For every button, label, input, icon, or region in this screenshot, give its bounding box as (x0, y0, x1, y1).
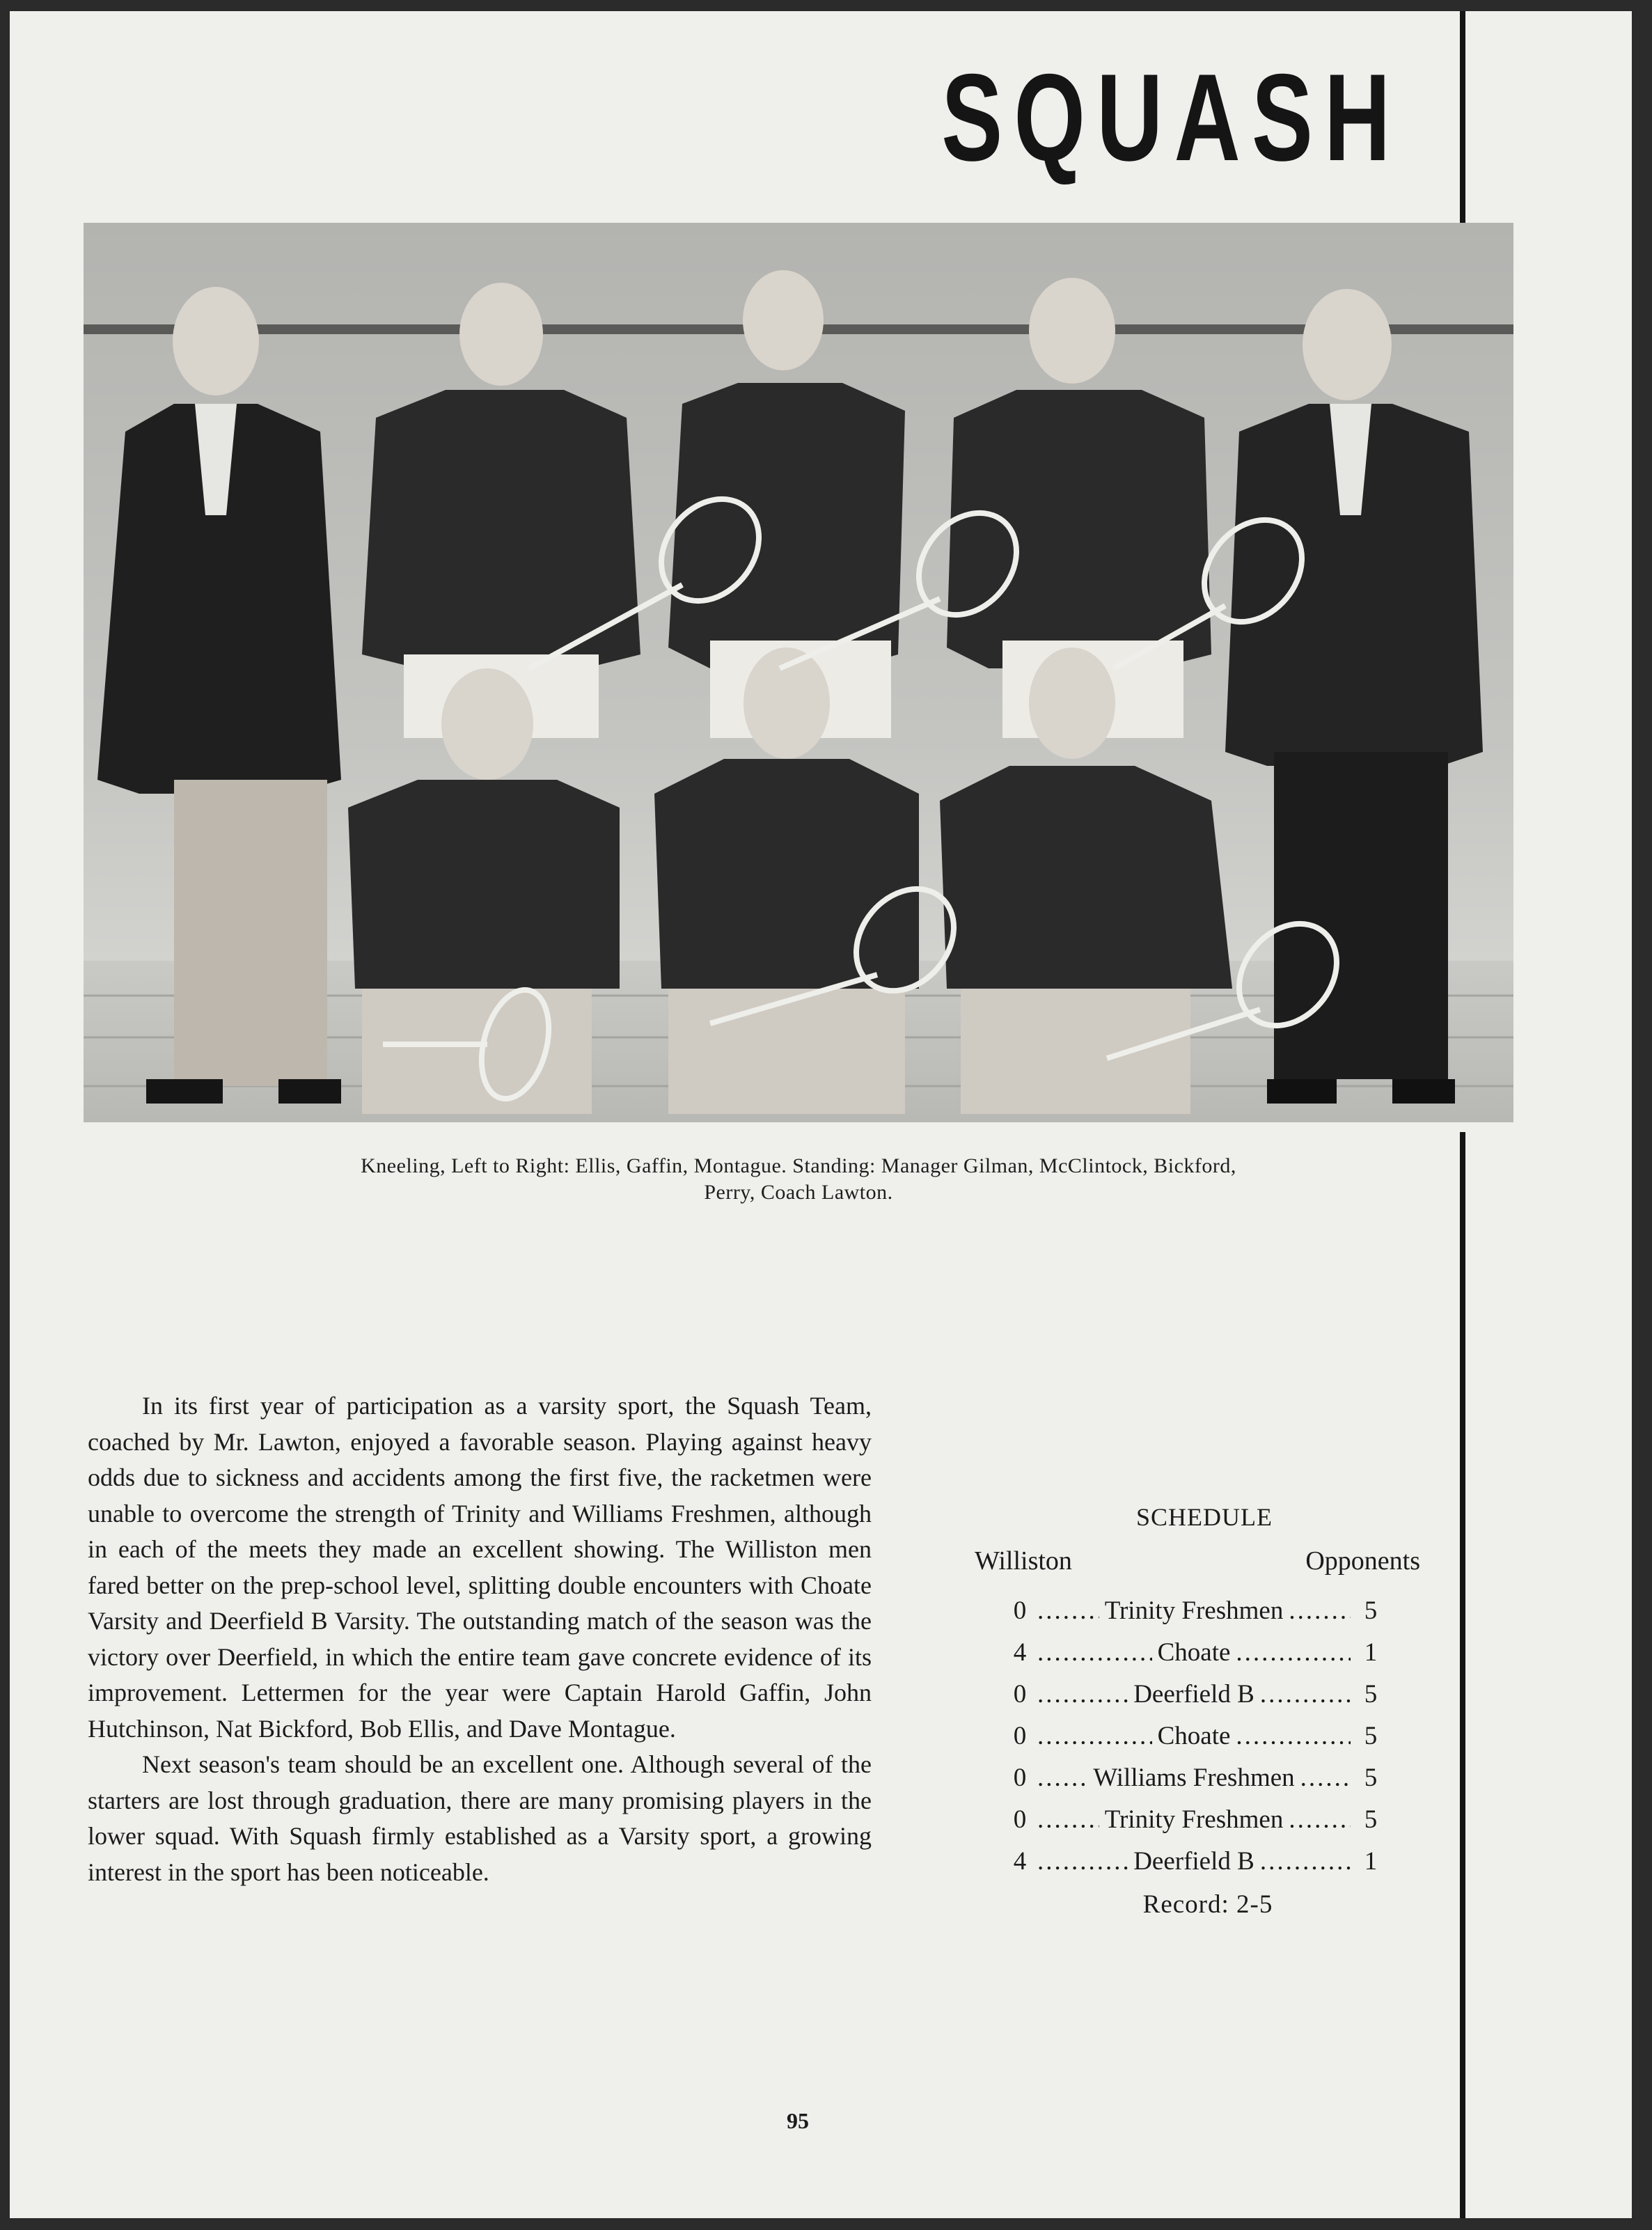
opponent-name: Deerfield B (1133, 1680, 1254, 1709)
opponent-score: 5 (1364, 1596, 1378, 1625)
vertical-rule-top (1460, 11, 1465, 223)
column-opponents: Opponents (1305, 1546, 1420, 1576)
opponent-score: 1 (1364, 1638, 1378, 1667)
williston-score: 0 (1013, 1680, 1027, 1709)
page-title: SQUASH (941, 48, 1402, 187)
williston-score: 0 (1013, 1596, 1027, 1625)
schedule-row (975, 1674, 1420, 1715)
opponent-name: Trinity Freshmen (1104, 1805, 1284, 1834)
column-williston: Williston (975, 1546, 1072, 1576)
opponent-name: Deerfield B (1133, 1847, 1254, 1876)
opponent-name: Choate (1157, 1722, 1231, 1750)
williston-score: 4 (1013, 1847, 1027, 1876)
opponent-name: Trinity Freshmen (1104, 1596, 1284, 1625)
caption-line-2: Perry, Coach Lawton. (704, 1181, 893, 1204)
vertical-rule-bottom (1460, 1132, 1465, 2218)
opponent-name: Williams Freshmen (1093, 1764, 1295, 1792)
yearbook-page (10, 11, 1632, 2218)
schedule-row (975, 1757, 1420, 1799)
opponent-name: Choate (1157, 1638, 1231, 1667)
article-paragraph-2: Next season's team should be an excellent one. Although several of the starters are lost through graduation, there are many promising players in the lower squad. With Squash firmly established as a Varsity sport, a growing interest in the sport has been noticeable. (88, 1750, 872, 1886)
williston-score: 0 (1013, 1722, 1027, 1750)
opponent-score: 5 (1364, 1722, 1378, 1750)
season-record: Record: 2-5 (1142, 1890, 1273, 1919)
article-paragraph-1: In its first year of participation as a varsity sport, the Squash Team, coached by Mr. Lawton, enjoyed a favorable season. Playing against heavy odds due to sickness and accidents among the first five, the racketmen were unable to overcome the strength of Trinity and Williams Freshmen, although in each of the meets they made an excellent showing. The Williston men fared better on the prep-school level, splitting double encounters with Choate Varsity and Deerfield B Varsity. The outstanding match of the season was the victory over Deerfield, in which the entire team gave concrete evidence of its improvement. Lettermen for the year were Captain Harold Gaffin, John Hutchinson, Nat Bickford, Bob Ellis, and Dave Montague. (88, 1392, 872, 1743)
photo-caption (84, 1153, 1513, 1206)
article-text (88, 1388, 872, 1890)
williston-score: 0 (1013, 1805, 1027, 1834)
opponent-score: 5 (1364, 1680, 1378, 1709)
team-photo (84, 223, 1513, 1122)
page-number: 95 (787, 2108, 809, 2133)
caption-line-1: Kneeling, Left to Right: Ellis, Gaffin, Montague. Standing: Manager Gilman, McClintock, Bickford, (361, 1154, 1236, 1177)
opponent-score: 5 (1364, 1764, 1378, 1792)
team-photo-illustration (84, 223, 1513, 1122)
williston-score: 4 (1013, 1638, 1027, 1667)
schedule-row (975, 1590, 1420, 1632)
schedule-row (975, 1799, 1420, 1841)
schedule-row (975, 1715, 1420, 1757)
opponent-score: 1 (1364, 1847, 1378, 1876)
williston-score: 0 (1013, 1764, 1027, 1792)
opponent-score: 5 (1364, 1805, 1378, 1834)
schedule-header (975, 1546, 1420, 1576)
schedule-title: SCHEDULE (1136, 1503, 1273, 1531)
schedule-table (975, 1502, 1420, 1919)
schedule-row (975, 1841, 1420, 1883)
schedule-row (975, 1632, 1420, 1674)
